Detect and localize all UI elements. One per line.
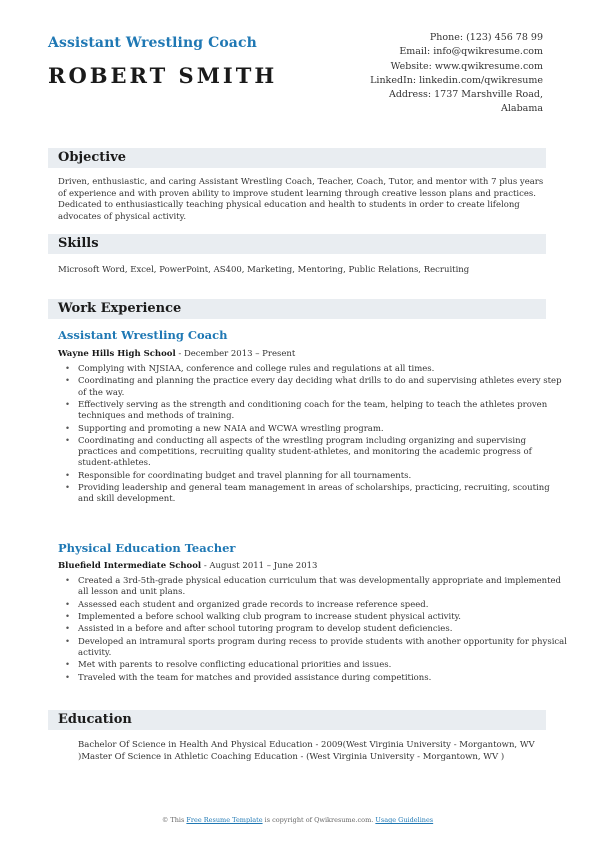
education-section-header — [48, 710, 546, 730]
skills-section-header — [48, 234, 546, 254]
job-title-1: Assistant Wrestling Coach — [58, 328, 228, 342]
list-item: • Implemented a before school walking club program to increase student physical activity. — [78, 612, 568, 623]
contact-phone: Phone: (123) 456 78 99 — [429, 32, 543, 43]
contact-block — [343, 31, 543, 117]
education-text: Bachelor Of Science in Health And Physical Education - 2009(West Virginia University - Morgantown, WV )Master Of Science in Athletic Coaching Education - (West Virginia University - Morgantown, WV ) — [78, 740, 535, 762]
usage-guidelines-link[interactable]: Usage Guidelines — [375, 816, 434, 824]
list-item: • Providing leadership and general team management in areas of scholarships, practicing, recruiting, scouting and skill development. — [78, 483, 568, 505]
job-bullets-1 — [58, 364, 568, 507]
list-item: • Met with parents to resolve conflicting educational priorities and issues. — [78, 660, 568, 671]
contact-email: Email: info@qwikresume.com — [399, 46, 543, 58]
list-item: • Responsible for coordinating budget and travel planning for all tournaments. — [78, 471, 568, 482]
contact-website: Website: www.qwikresume.com — [390, 60, 543, 72]
job-employer-line-2 — [58, 561, 317, 571]
list-item: • Traveled with the team for matches and provided assistance during competitions. — [78, 673, 568, 684]
objective-title: Objective — [58, 150, 127, 165]
experience-title: Work Experience — [58, 301, 182, 316]
list-item: • Created a 3rd-5th-grade physical education curriculum that was developmentally appropriate and implemented all lesson and unit plans. — [78, 576, 568, 598]
footer-middle: is copyright of Qwikresume.com. — [262, 816, 376, 824]
list-item: • Complying with NJSIAA, conference and college rules and regulations at all times. — [78, 364, 568, 375]
contact-address: Address: 1737 Marshville Road, — [388, 89, 543, 101]
footer-prefix: © This — [161, 816, 187, 824]
list-item: • Supporting and promoting a new NAIA and WCWA wrestling program. — [78, 424, 568, 435]
job-employer-2: Bluefield Intermediate School — [58, 561, 202, 571]
job-dates-2: - August 2011 – June 2013 — [201, 561, 318, 571]
job-employer-line-1 — [58, 349, 295, 359]
list-item: • Coordinating and planning the practice every day deciding what drills to do and supervising athletes every step of the way. — [78, 376, 568, 398]
job-dates-1: - December 2013 – Present — [175, 349, 296, 359]
candidate-name: ROBERT SMITH — [48, 63, 278, 88]
objective-section-header — [48, 148, 546, 168]
job-employer-1: Wayne Hills High School — [58, 349, 176, 359]
list-item: • Assisted in a before and after school tutoring program to develop student deficiencies. — [78, 624, 568, 635]
experience-section-header — [48, 299, 546, 319]
contact-linkedin: LinkedIn: linkedin.com/qwikresume — [370, 74, 543, 86]
contact-address-state: Alabama — [501, 103, 543, 115]
list-item: • Assessed each student and organized grade records to increase reference speed. — [78, 600, 568, 611]
job-title: Assistant Wrestling Coach — [48, 35, 257, 51]
job-title-2: Physical Education Teacher — [58, 541, 236, 555]
skills-text: Microsoft Word, Excel, PowerPoint, AS400, Marketing, Mentoring, Public Relations, Recruiting — [58, 265, 470, 275]
free-resume-template-link[interactable]: Free Resume Template — [186, 816, 263, 824]
objective-text: Driven, enthusiastic, and caring Assistant Wrestling Coach, Teacher, Coach, Tutor, and mentor with 7 plus years of experience and with proven ability to improve student learning through creative lesson plans and practices. Dedicated to enthusiastically teaching physical education and health to students in order to create lifelong advocates of physical activity. — [58, 177, 544, 222]
list-item: • Coordinating and conducting all aspects of the wrestling program including organizing and supervising practices and competitions, recruiting quality student-athletes, and monitoring the academic progress of student-athletes. — [78, 436, 568, 470]
skills-title: Skills — [58, 236, 99, 251]
copyright-footer — [0, 816, 595, 824]
job-bullets-2 — [58, 576, 568, 685]
list-item: • Developed an intramural sports program during recess to provide students with another opportunity for physical activity. — [78, 637, 568, 659]
education-title: Education — [58, 712, 132, 727]
list-item: • Effectively serving as the strength and conditioning coach for the team, helping to teach the athletes proven techniques and methods of training. — [78, 400, 568, 422]
